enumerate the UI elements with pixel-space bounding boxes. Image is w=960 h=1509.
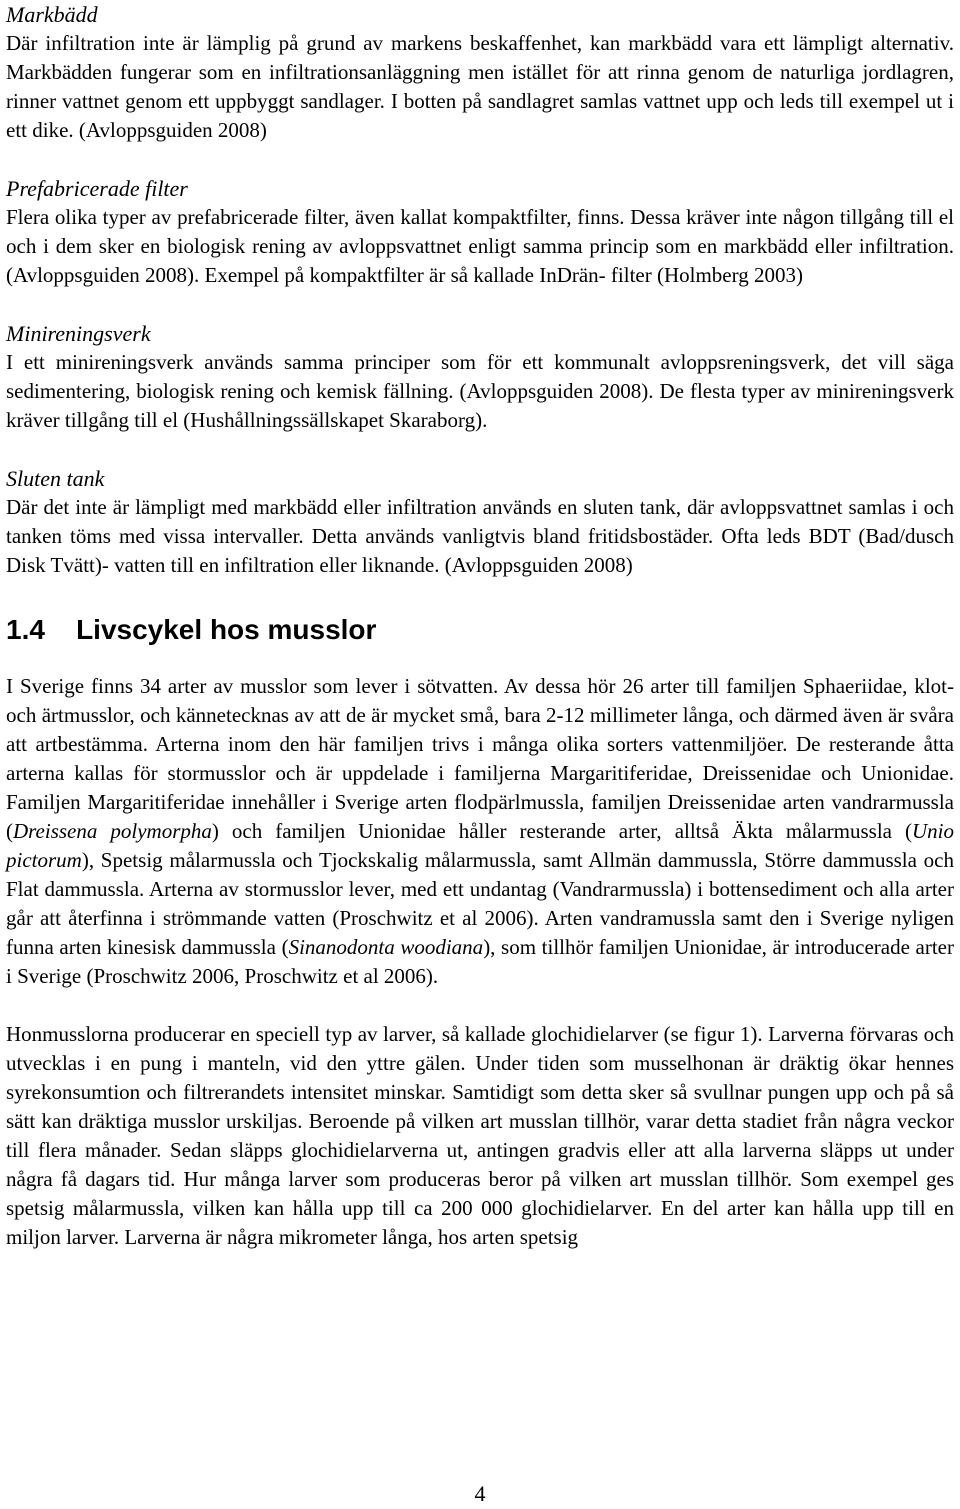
species-name: Unio pictorum: [6, 819, 955, 872]
section-heading-prefabricerade-filter: Prefabricerade filter: [6, 176, 188, 201]
chapter-heading: [6, 612, 954, 648]
text-part: I Sverige finns 34 arter av musslor som lever i sötvatten. Av dessa hör 26 arter till familjen Sphaeriidae, klot- och ärtmusslor, och kännetecknas av att de är mycket små, bara 2-12 millimeter långa, och därmed även är svåra att artbestämma. Arterna inom den här familjen trivs i många olika sorters vattenmiljöer. De resterande åtta arterna kallas för stormusslor och är uppdelade i familjerna Margaritiferidae, Dreissenidae och Unionidae. Familjen Margaritiferidae innehåller i Sverige arten flodpärlmussla, familjen Dreissenidae arten vandrarmussla (: [6, 674, 954, 843]
paragraph-species-overview: [6, 672, 954, 991]
section-heading-minireningsverk: Minireningsverk: [6, 321, 151, 346]
page-number: 4: [474, 1481, 486, 1506]
section-heading-markbadd: Markbädd: [6, 2, 98, 27]
text-part: ) och familjen Unionidae håller resterande arter, alltså Äkta målarmussla (: [211, 819, 913, 843]
text-part: ), Spetsig målarmussla och Tjockskalig målarmussla, samt Allmän dammussla, Större dammussla och Flat dammussla. Arterna av stormusslor lever, med ett undantag (Vandrarmussla) i bottensediment och alla arter går att återfinna i strömmande vatten (Proschwitz et al 2006). Arten vandramussla samt den i Sverige nyligen funna arten kinesisk dammussla (: [6, 848, 954, 959]
chapter-title: Livscykel hos musslor: [76, 614, 377, 645]
species-name: Sinanodonta woodiana: [288, 935, 484, 959]
section-text-minireningsverk: I ett minireningsverk används samma principer som för ett kommunalt avloppsreningsverk, det vill säga sedimentering, biologisk rening och kemisk fällning. (Avloppsguiden 2008). De flesta typer av minireningsverk kräver tillgång till el (Hushållningssällskapet Skaraborg).: [6, 350, 954, 432]
document-page: [6, 0, 954, 1252]
section-text-prefabricerade-filter: Flera olika typer av prefabricerade filter, även kallat kompaktfilter, finns. Dessa kräver inte någon tillgång till el och i dem sker en biologisk rening av avloppsvattnet enligt samma princip som en markbädd eller infiltration. (Avloppsguiden 2008). Exempel på kompaktfilter är så kallade InDrän- filter (Holmberg 2003): [6, 205, 954, 287]
species-name: Dreissena polymorpha: [13, 819, 212, 843]
chapter-number: 1.4: [6, 614, 45, 645]
text-part: ), som tillhör familjen Unionidae, är introducerade arter i Sverige (Proschwitz 2006, Proschwitz et al 2006).: [6, 935, 954, 988]
section-text-markbadd: Där infiltration inte är lämplig på grund av markens beskaffenhet, kan markbädd vara ett lämpligt alternativ. Markbädden fungerar som en infiltrationsanläggning men istället för att rinna genom de naturliga jordlagren, rinner vattnet genom ett uppbyggt sandlager. I botten på sandlagret samlas vattnet upp och leds till exempel ut i ett dike. (Avloppsguiden 2008): [6, 31, 954, 142]
section-text-sluten-tank: Där det inte är lämpligt med markbädd eller infiltration används en sluten tank, där avloppsvattnet samlas i och tanken töms med vissa intervaller. Detta används vanligtvis bland fritidsbostäder. Ofta leds BDT (Bad/dusch Disk Tvätt)- vatten till en infiltration eller liknande. (Avloppsguiden 2008): [6, 495, 954, 577]
section-heading-sluten-tank: Sluten tank: [6, 466, 105, 491]
paragraph-glochidia: Honmusslorna producerar en speciell typ av larver, så kallade glochidielarver (se figur 1). Larverna förvaras och utvecklas i en pung i manteln, vid den yttre gälen. Under tiden som musselhonan är dräktig ökar hennes syrekonsumtion och filtrerandets intensitet minskar. Samtidigt som detta sker så svullnar pungen upp och på så sätt kan dräktiga musslor urskiljas. Beroende på vilken art musslan tillhör, varar detta stadiet från några veckor till flera månader. Sedan släpps glochidielarverna ut, antingen gradvis eller att alla larverna släpps ut under några få dagars tid. Hur många larver som produceras beror på vilken art musslan tillhör. Som exempel ges spetsig målarmussla, vilken kan hålla upp till ca 200 000 glochidielarver. En del arter kan hålla upp till en miljon larver. Larverna är några mikrometer långa, hos arten spetsig: [6, 1022, 954, 1249]
